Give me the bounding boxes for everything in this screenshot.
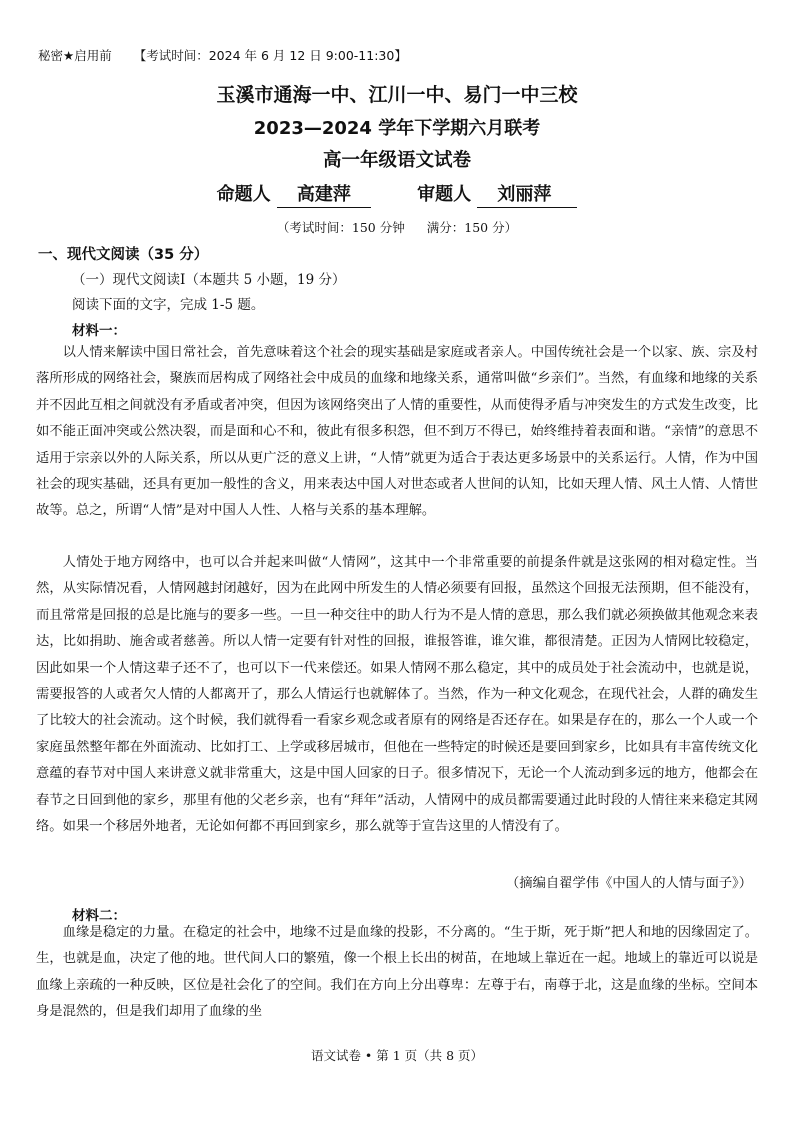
reviewer-name: 刘丽萍 — [477, 180, 577, 208]
reviewer-label: 审题人 — [417, 184, 472, 205]
page-footer: 语文试卷 • 第 1 页（共 8 页） — [310, 1048, 484, 1063]
material-one-paragraph-1: 以人情来解读中国日常社会，首先意味着这个社会的现实基础是家庭或者亲人。中国传统社会是一个以家、族、宗及村落所形成的网络社会，聚族而居构成了网络社会中成员的血缘和地缘关系，通常叫做“乡亲们”。当然，有血缘和地缘的关系并不因此互相之间就没有矛盾或者冲突，但因为该网络突出了人情的重要性，从而使得矛盾与冲突发生的方式发生改变，比如不能正面冲突或公然决裂，而是面和心不和，彼此有很多积怨，但不到万不得已，始终维持着表面和谐。“亲情”的意思不适用于宗亲以外的人际关系，所以从更广泛的意义上讲，“人情”就更为适合于表达更多场景中的关系运行。人情，作为中国社会的现实基础，还具有更加一般性的含义，用来表达中国人对世态或者人世间的认知，比如天理人情、风土人情、人情世故等。总之，所谓“人情”是对中国人人性、人格与关系的基本理解。 — [36, 345, 758, 519]
material-two-label: 材料二： — [72, 908, 126, 924]
exam-duration: （考试时间：150 分钟 — [276, 220, 405, 235]
confidential-mark: 秘密★启用前 — [38, 48, 112, 63]
schools-title: 玉溪市通海一中、江川一中、易门一中三校 — [216, 84, 578, 106]
paper-title: 高一年级语文试卷 — [322, 150, 471, 171]
setter-name: 高建萍 — [277, 180, 371, 208]
section-heading: 一、现代文阅读（35 分） — [38, 247, 209, 263]
exam-time-note: 【考试时间：2024 年 6 月 12 日 9:00-11:30】 — [133, 48, 407, 63]
section-subheading: （一）现代文阅读Ⅰ（本题共 5 小题，19 分） — [72, 272, 346, 288]
term-title: 2023—2024 学年下学期六月联考 — [253, 118, 541, 139]
section-instruction: 阅读下面的文字，完成 1-5 题。 — [72, 297, 265, 313]
setter-label: 命题人 — [216, 184, 271, 205]
material-two-paragraph-1: 血缘是稳定的力量。在稳定的社会中，地缘不过是血缘的投影，不分离的。“生于斯，死于斯”把人和地的因缘固定了。生，也就是血，决定了他的地。世代间人口的繁殖，像一个根上长出的树苗，在地域上靠近在一起。地域上的靠近可以说是血缘上亲疏的一种反映，区位是社会化了的空间。我们在方向上分出尊卑：左尊于右，南尊于北，这是血缘的坐标。空间本身是混然的，但是我们却用了血缘的坐 — [36, 925, 758, 1020]
top-line — [38, 46, 407, 64]
authors-line — [0, 180, 794, 208]
material-one-label: 材料一： — [72, 323, 126, 339]
material-one-source: （摘编自翟学伟《中国人的人情与面子》） — [506, 876, 752, 891]
exam-full-score: 满分：150 分） — [426, 220, 518, 235]
material-one-paragraph-2: 人情处于地方网络中，也可以合并起来叫做“人情网”，这其中一个非常重要的前提条件就是这张网的相对稳定性。当然，从实际情况看，人情网越封闭越好，因为在此网中所发生的人情必须要有回报，虽然这个回报无法预期，但不能没有，而且常常是回报的总是比施与的要多一些。一旦一种交往中的助人行为不是人情的意思，那么我们就必须换做其他观念来表达，比如捐助、施舍或者慈善。所以人情一定要有针对性的回报，谁报答谁，谁欠谁，都很清楚。正因为人情网比较稳定，因此如果一个人情这辈子还不了，也可以下一代来偿还。如果人情网不那么稳定，其中的成员处于社会流动中，也就是说，需要报答的人或者欠人情的人都离开了，那么人情运行也就解体了。当然，作为一种文化观念，在现代社会，人群的确发生了比较大的社会流动。这个时候，我们就得看一看家乡观念或者原有的网络是否还存在。如果是存在的，那么一个人或一个家庭虽然整年都在外面流动、比如打工、上学或移居城市，但他在一些特定的时候还是要回到家乡，比如具有丰富传统文化意蕴的春节对中国人来讲意义就非常重大，这是中国人回家的日子。很多情况下，无论一个人流动到多远的地方，他都会在春节之日回到他的家乡，那里有他的父老乡亲，也有“拜年”活动，人情网中的成员都需要通过此时段的人情往来来稳定其网络。如果一个移居外地者，无论如何都不再回到家乡，那么就等于宣告这里的人情没有了。 — [36, 555, 758, 835]
exam-info — [0, 218, 794, 236]
